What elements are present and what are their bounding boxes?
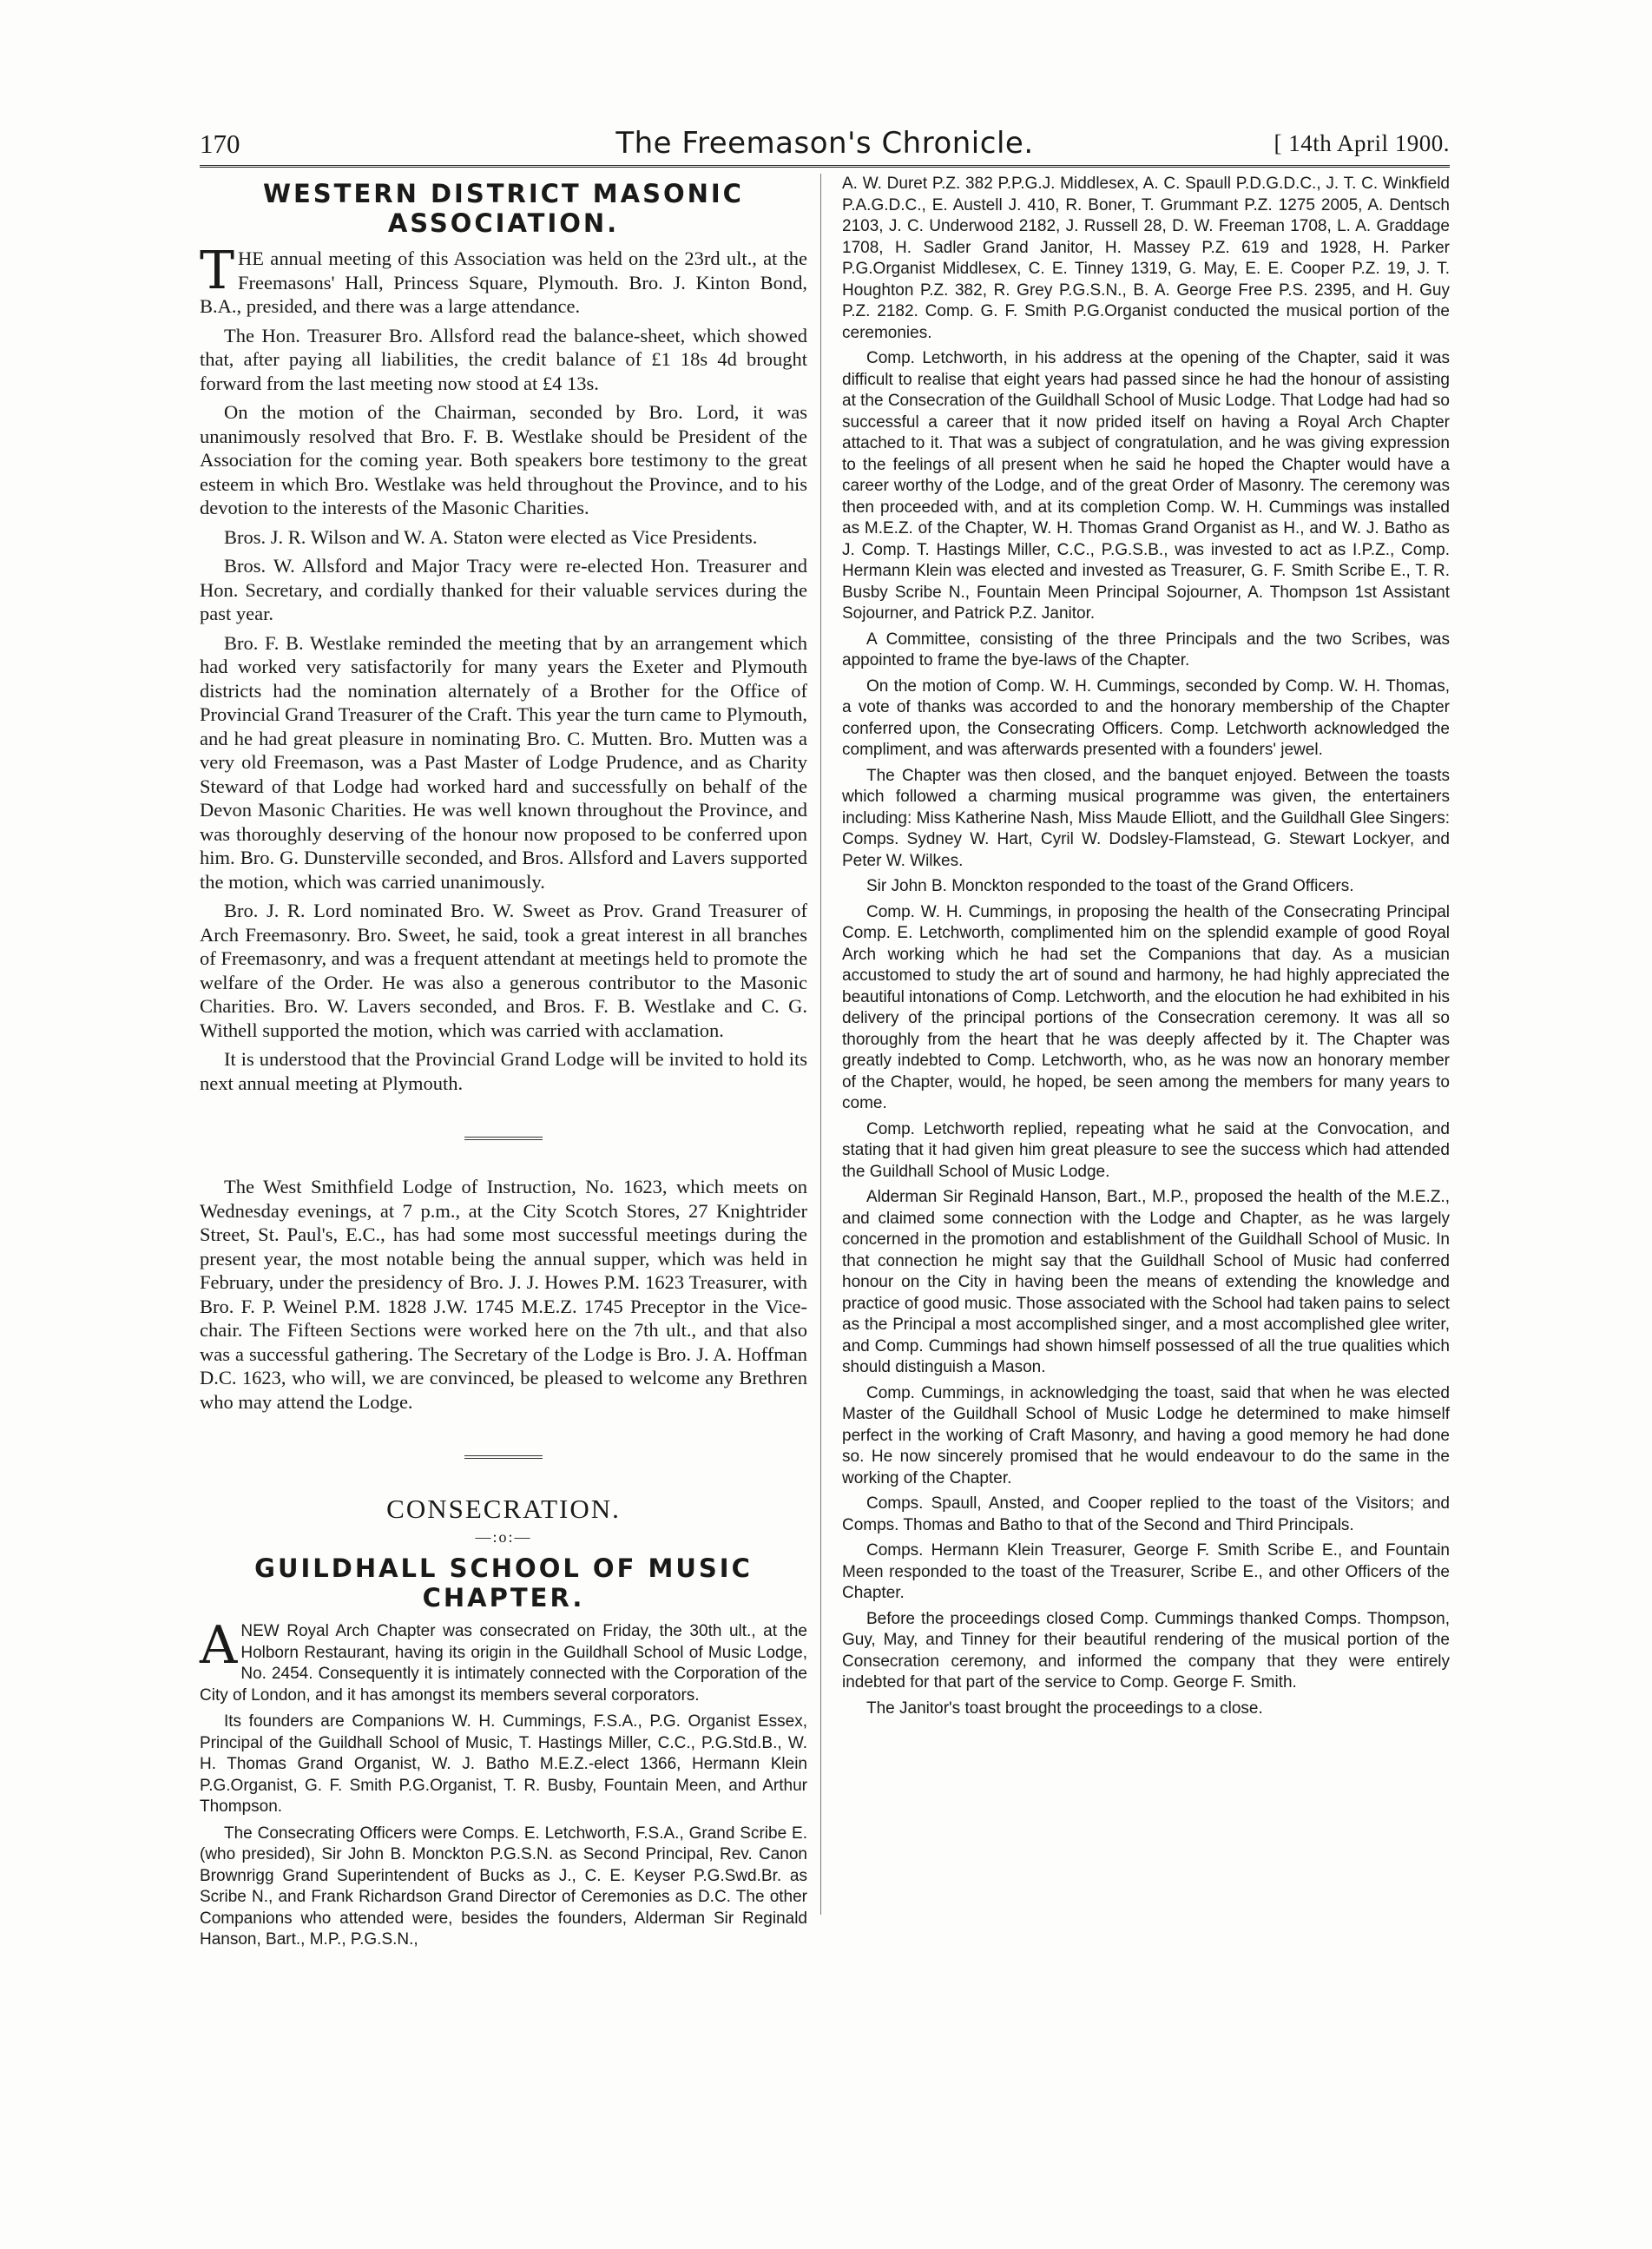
chapter-paragraph: Comps. Hermann Klein Treasurer, George F. Smith Scribe E., and Fountain Meen responded to the toast of the Treasurer, Scribe E., and other Officers of the Chapter. bbox=[842, 1541, 1450, 1602]
chapter-paragraph: On the motion of Comp. W. H. Cummings, seconded by Comp. W. H. Thomas, a vote of thanks was accorded to and the honorary membership of the Chapter conferred upon, the Consecrating Officers. Comp. Letchworth acknowledged the compliment, and was afterwards presented with a founders' jewel. bbox=[842, 676, 1450, 759]
drop-cap: A bbox=[200, 1615, 238, 1676]
drop-cap: T bbox=[200, 241, 235, 301]
consecration-title: CONSECRATION. bbox=[386, 1494, 621, 1524]
western-paragraph: Bros. W. Allsford and Major Tracy were re-elected Hon. Treasurer and Hon. Secretary, and cordially thanked for their valuable services during the past year. bbox=[200, 555, 807, 624]
chapter-paragraph: Before the proceedings closed Comp. Cummings thanked Comps. Thompson, Guy, May, and Tinney for their beautiful rendering of the musical portion of the Consecration ceremony, and informed the company that they were entirely indebted for that part of the service to Comp. George F. Smith. bbox=[842, 1609, 1450, 1692]
western-p1-text: HE annual meeting of this Association was held on the 23rd ult., at the Freemasons' Hall, Princess Square, Plymouth. Bro. J. Kinton Bond, B.A., presided, and there was a large attendance. bbox=[200, 247, 807, 317]
column-divider bbox=[820, 174, 821, 1915]
western-paragraph: The Hon. Treasurer Bro. Allsford read the balance-sheet, which showed that, after paying all liabilities, the credit balance of £1 18s 4d brought forward from the last meeting now stood at £4 13s. bbox=[200, 324, 807, 394]
chapter-paragraph: Comp. W. H. Cummings, in proposing the health of the Consecrating Principal Comp. E. Letchworth, complimented him on the splendid example of good Royal Arch working which he had set the Companions that day. As a musician accustomed to study the art of sound and harmony, he had highly appreciated the beautiful intonations of Comp. Letchworth, and the elocution he had exhibited in his delivery of the principal portions of the Consecration ceremony. It was all so thoroughly from the heart that he was deeply affected by it. The Chapter was greatly indebted to Comp. Letchworth, who, as he was now an honorary member of the Chapter, would, he hoped, be seen among the members for many years to come. bbox=[842, 902, 1450, 1112]
western-paragraph: Bros. J. R. Wilson and W. A. Staton were elected as Vice Presidents. bbox=[224, 525, 758, 548]
chapter-paragraph: A. W. Duret P.Z. 382 P.P.G.J. Middlesex, A. C. Spaull P.D.G.D.C., J. T. C. Winkfield P.A.G.D.C., E. Austell J. 410, R. Boner, T. Grummant P.Z. 1275 2005, A. Dentsch 2103, J. C. Underwood 2182, J. Russell 28, D. W. Freeman 1708, L. A. Graddage 1708, H. Sadler Grand Janitor, H. Massey P.Z. 619 and 1928, H. Parker P.G.Organist Middlesex, C. E. Tinney 1319, G. May, E. E. Cooper P.Z. 19, J. T. Houghton P.Z. 382, R. Grey P.G.S.N., B. A. George Free P.S. 2395, and H. Guy P.Z. 2182. Comp. G. F. Smith P.G.Organist conducted the musical portion of the ceremonies. bbox=[842, 175, 1450, 342]
consecration-p1-text: NEW Royal Arch Chapter was consecrated on Friday, the 30th ult., at the Holborn Restaurant, having its origin in the Guildhall School of Music Lodge, No. 2454. Consequently it is intimately connected with the Corporation of the City of London, and it has amongst its members several corporators. bbox=[200, 1622, 807, 1705]
smithfield-paragraph: The West Smithfield Lodge of Instruction, No. 1623, which meets on Wednesday evenings, at 7 p.m., at the City Scotch Stores, 27 Knightrider Street, St. Paul's, E.C., has had some most successful meetings during the present year, the most notable being the annual supper, which was held in February, under the presidency of Bro. J. J. Howes P.M. 1623 Treasurer, with Bro. F. P. Weinel P.M. 1828 J.W. 1745 M.E.Z. 1745 Preceptor in the Vice-chair. The Fifteen Sections were worked here on the 7th ult., and that also was a successful gathering. The Secretary of the Lodge is Bro. J. A. Hoffman D.C. 1623, who will, we are convinced, be pleased to welcome any Brethren who may attend the Lodge. bbox=[200, 1176, 807, 1413]
consecration-paragraph: The Consecrating Officers were Comps. E. Letchworth, F.S.A., Grand Scribe E. (who presided), Sir John B. Monckton P.G.S.N. as Second Principal, Rev. Canon Brownrigg Grand Superintendent of Bucks as J., C. E. Keyser P.G.Swd.Br. as Scribe N., and Frank Richardson Grand Director of Ceremonies as D.C. The other Companions who attended were, besides the founders, Alderman Sir Reginald Hanson, Bart., M.P., P.G.S.N., bbox=[200, 1824, 807, 1949]
chapter-paragraph: Comp. Cummings, in acknowledging the toast, said that when he was elected Master of the Guildhall School of Music Lodge he determined to make himself perfect in the working of Craft Masonry, and having a good memory he had done so. He now sincerely promised that he would endeavour to do the same in the working of the Chapter. bbox=[842, 1383, 1450, 1487]
western-heading: WESTERN DISTRICT MASONIC ASSOCIATION. bbox=[263, 179, 744, 238]
chapter-paragraph: Comp. Letchworth, in his address at the opening of the Chapter, said it was difficult to realise that eight years had passed since he had the honour of assisting at the Consecration of the Guildhall School of Music Lodge. That Lodge had had so successful a career that it now prided itself on having a Royal Arch Chapter attached to it. That was a subject of congratulation, and he was giving expression to the feelings of all present when he said he hoped the Chapter would have a career worthy of the Lodge, and of the great Order of Masonry. The ceremony was then proceeded with, and at its completion Comp. W. H. Cummings was installed as M.E.Z. of the Chapter, W. H. Thomas Grand Organist as H., and W. J. Batho as J. Comp. T. Hastings Miller, C.C., P.G.S.B., was invested to act as I.P.Z., Comp. Hermann Klein was elected and invested as Treasurer, G. F. Smith Scribe E., T. R. Busby Scribe N., Fountain Meen Principal Sojourner, A. Thompson 1st Assistant Sojourner, and Patrick P.Z. Janitor. bbox=[842, 349, 1450, 623]
right-column bbox=[842, 174, 1450, 1724]
ornament-divider: —:o:— bbox=[475, 1528, 532, 1546]
western-paragraph: Bro. F. B. Westlake reminded the meeting that by an arrangement which had worked very satisfactorily for many years the Exeter and Plymouth districts had the nomination alternately of a Brother for the Office of Provincial Grand Treasurer of the Craft. This year the turn came to Plymouth, and he had great pleasure in nominating Bro. C. Mutten. Bro. Mutten was a very old Freemason, was a Past Master of Lodge Prudence, and as Charity Steward of that Lodge had worked hard and successfully on behalf of the Devon Masonic Charities. He was well known throughout the Province, and was thoroughly deserving of the honour now proposed to be conferred upon him. Bro. G. Dunsterville seconded, and Bros. Allsford and Lavers supported the motion, which was carried unanimously. bbox=[200, 631, 807, 893]
section-divider bbox=[464, 1455, 543, 1459]
masthead: The Freemason's Chronicle. bbox=[615, 126, 1034, 161]
consecration-paragraph bbox=[200, 1615, 807, 1706]
issue-date: [ 14th April 1900. bbox=[1274, 130, 1450, 156]
section-divider bbox=[464, 1137, 543, 1140]
header-rule bbox=[200, 165, 1450, 168]
chapter-paragraph: Comps. Spaull, Ansted, and Cooper replied to the toast of the Visitors; and Comps. Thomas and Batho to that of the Second and Third Principals. bbox=[842, 1494, 1450, 1534]
chapter-paragraph: Alderman Sir Reginald Hanson, Bart., M.P., proposed the health of the M.E.Z., and claimed some connection with the Lodge and Chapter, as he was largely concerned in the promotion and establishment of the Guildhall School of Music. In that connection he might say that the Guildhall School of Music had conferred honour on the City in having been the means of extending the knowledge and practice of good music. Those associated with the School had taken pains to select as the Principal a most accomplished singer, and a most accomplished glee writer, and Comp. Cummings had shown himself possessed of all the true qualities which should distinguish a Mason. bbox=[842, 1188, 1450, 1376]
left-column bbox=[200, 174, 807, 1956]
chapter-paragraph: The Janitor's toast brought the proceedings to a close. bbox=[866, 1698, 1263, 1718]
chapter-paragraph: The Chapter was then closed, and the banquet enjoyed. Between the toasts which followed a charming musical programme was given, the entertainers including: Miss Katherine Nash, Miss Maude Elliott, and the Guildhall Glee Singers: Comps. Sydney W. Hart, Cyril W. Dodsley-Flamstead, G. Stewart Lockyer, and Peter W. Wilkes. bbox=[842, 766, 1450, 870]
chapter-paragraph: A Committee, consisting of the three Principals and the two Scribes, was appointed to frame the bye-laws of the Chapter. bbox=[842, 630, 1450, 669]
western-paragraph: On the motion of the Chairman, seconded by Bro. Lord, it was unanimously resolved that Bro. F. B. Westlake should be President of the Association for the coming year. Both speakers bore testimony to the great esteem in which Bro. Westlake was held throughout the Province, and to his devotion to the interests of the Masonic Charities. bbox=[200, 401, 807, 518]
chapter-paragraph: Comp. Letchworth replied, repeating what he said at the Convocation, and stating that it had given him great pleasure to see the success which had attended the Guildhall School of Music Lodge. bbox=[842, 1119, 1450, 1181]
page-number: 170 bbox=[200, 129, 240, 159]
western-paragraph: It is understood that the Provincial Grand Lodge will be invited to hold its next annual meeting at Plymouth. bbox=[200, 1048, 807, 1094]
chapter-paragraph: Sir John B. Monckton responded to the toast of the Grand Officers. bbox=[866, 877, 1354, 895]
guildhall-heading: GUILDHALL SCHOOL OF MUSIC CHAPTER. bbox=[254, 1553, 753, 1613]
western-paragraph: Bro. J. R. Lord nominated Bro. W. Sweet as Prov. Grand Treasurer of Arch Freemasonry. Bro. Sweet, he said, took a great interest in all branches of Freemasonry, and was a frequent attendant at meetings held to promote the welfare of the Order. He was also a generous contributor to the Masonic Charities. Bro. W. Lavers seconded, and Bros. F. B. Westlake and C. G. Withell supported the motion, which was carried with acclamation. bbox=[200, 900, 807, 1041]
page-header bbox=[200, 126, 1450, 163]
consecration-paragraph: Its founders are Companions W. H. Cummings, F.S.A., P.G. Organist Essex, Principal of the Guildhall School of Music, T. Hastings Miller, C.C., P.G.Std.B., W. H. Thomas Grand Organist, W. J. Batho M.E.Z.-elect 1366, Hermann Klein P.G.Organist, G. F. Smith P.G.Organist, T. R. Busby, Fountain Meen, and Arthur Thompson. bbox=[200, 1712, 807, 1816]
western-paragraph bbox=[200, 241, 807, 319]
